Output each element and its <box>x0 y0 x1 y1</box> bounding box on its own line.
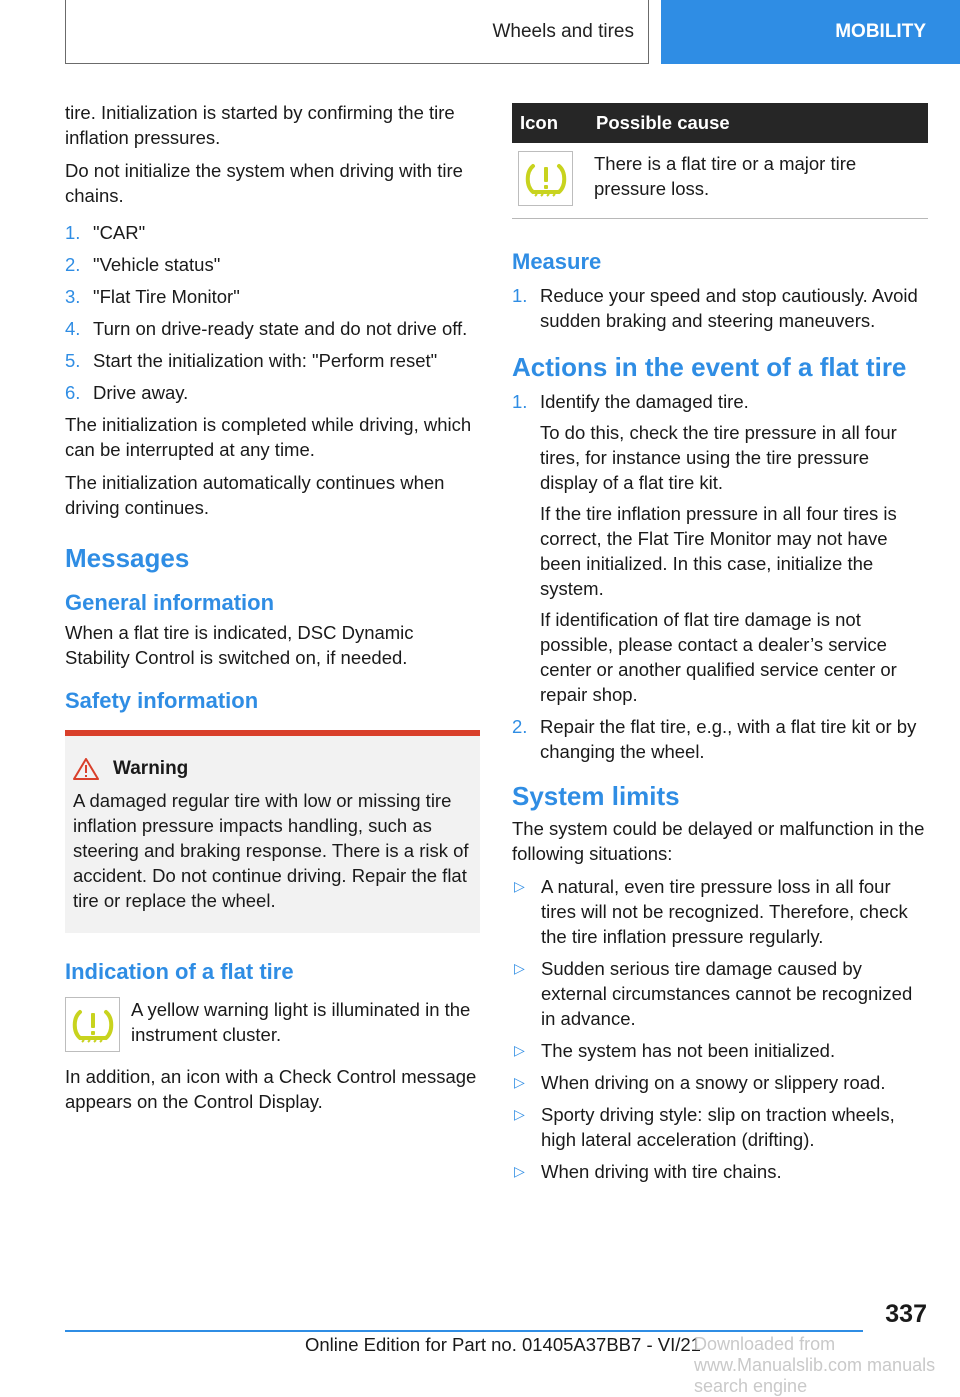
indication-after-text: In addition, an icon with a Check Control message appears on the Control Display. <box>65 1066 477 1112</box>
step-text: Identify the damaged tire. <box>540 391 749 412</box>
list-item <box>65 284 480 309</box>
table-header-icon: Icon <box>512 103 588 143</box>
step-number: 5. <box>65 350 81 371</box>
step-text: Turn on drive-ready state and do not drive off. <box>93 318 468 339</box>
bullet-triangle-icon: ▷ <box>514 878 525 894</box>
tire-pressure-warning-icon <box>65 997 120 1052</box>
step-detail-3: If identification of flat tire damage is not possible, please contact a dealer’s service center or another qualified service center or repair shop. <box>540 609 897 705</box>
step-number: 2. <box>65 254 81 275</box>
step-number: 1. <box>512 285 528 306</box>
bullet-text: A natural, even tire pressure loss in all four tires will not be recognized. Therefore, check the tire inflation pressure regularly. <box>541 876 908 947</box>
chapter-title-text: MOBILITY <box>835 21 926 42</box>
indication-text: A yellow warning light is illuminated in the instrument cluster. <box>131 999 471 1045</box>
after-paragraph-1: The initialization is completed while driving, which can be interrupted at any time. <box>65 414 472 460</box>
general-information-heading: General information <box>65 590 275 615</box>
bullet-text: Sudden serious tire damage caused by external circumstances cannot be recognized in advance. <box>541 958 913 1029</box>
list-item <box>65 220 480 245</box>
bullet-text: Sporty driving style: slip on traction wheels, high lateral acceleration (drifting). <box>541 1104 895 1150</box>
intro-paragraph-1: tire. Initialization is started by confirming the tire inflation pressures. <box>65 102 455 148</box>
warning-box <box>65 730 480 933</box>
step-detail-1: To do this, check the tire pressure in all four tires, for instance using the tire pressure display of a flat tire kit. <box>540 422 897 493</box>
step-text: Repair the flat tire, e.g., with a flat tire kit or by changing the wheel. <box>540 716 917 762</box>
initialization-steps <box>65 220 480 405</box>
list-item <box>65 252 480 277</box>
list-item <box>65 380 480 405</box>
general-information-text: When a flat tire is indicated, DSC Dynamic Stability Control is switched on, if needed. <box>65 622 414 668</box>
bullet-text: The system has not been initialized. <box>541 1040 836 1061</box>
warning-title-text: Warning <box>113 758 189 779</box>
warning-title <box>73 758 472 780</box>
step-number: 3. <box>65 286 81 307</box>
header-chapter-tab <box>661 0 960 64</box>
step-text: "Vehicle status" <box>93 254 221 275</box>
indication-heading: Indication of a flat tire <box>65 959 294 984</box>
step-number: 1. <box>512 391 528 412</box>
system-limits-heading: System limits <box>512 781 680 811</box>
header-section-title <box>65 0 649 64</box>
step-number: 1. <box>65 222 81 243</box>
bullet-triangle-icon: ▷ <box>514 960 525 976</box>
table-cell-cause: There is a flat tire or a major tire pressure loss. <box>588 143 928 219</box>
actions-steps <box>512 389 928 764</box>
list-item <box>512 389 928 707</box>
list-item <box>512 874 928 949</box>
list-item <box>65 348 480 373</box>
messages-heading: Messages <box>65 543 190 573</box>
safety-information-heading: Safety information <box>65 688 259 713</box>
step-text: "CAR" <box>93 222 146 243</box>
section-title-text: Wheels and tires <box>492 20 634 42</box>
watermark-text: Downloaded from www.Manualslib.com manuals search engine <box>694 1334 936 1396</box>
measure-heading: Measure <box>512 249 602 274</box>
after-paragraph-2: The initialization automatically continues when driving continues. <box>65 472 445 518</box>
table-row <box>512 143 928 219</box>
table-cell-icon <box>512 143 588 219</box>
list-item <box>512 283 928 333</box>
list-item <box>512 1070 928 1095</box>
system-limits-intro: The system could be delayed or malfunction in the following situations: <box>512 818 925 864</box>
right-column <box>512 103 928 1191</box>
list-item <box>512 1102 928 1152</box>
icon-cause-table <box>512 103 928 219</box>
warning-triangle-icon <box>73 758 99 780</box>
bullet-triangle-icon: ▷ <box>514 1106 525 1122</box>
footer-edition-text: Online Edition for Part no. 01405A37BB7 - VI/21 <box>305 1334 701 1355</box>
bullet-triangle-icon: ▷ <box>514 1042 525 1058</box>
intro-paragraph-2: Do not initialize the system when driving with tire chains. <box>65 160 463 206</box>
footer-divider <box>65 1330 863 1332</box>
indication-row <box>65 997 480 1052</box>
bullet-text: When driving on a snowy or slippery road. <box>541 1072 886 1093</box>
tire-pressure-warning-icon-svg <box>523 156 569 202</box>
list-item <box>512 956 928 1031</box>
step-text: Drive away. <box>93 382 189 403</box>
measure-steps <box>512 283 928 333</box>
step-text: "Flat Tire Monitor" <box>93 286 240 307</box>
step-detail-2: If the tire inflation pressure in all four tires is correct, the Flat Tire Monitor may not have been initialized. In this case, initialize the system. <box>540 503 897 599</box>
bullet-triangle-icon: ▷ <box>514 1163 525 1179</box>
bullet-text: When driving with tire chains. <box>541 1161 782 1182</box>
list-item <box>65 316 480 341</box>
actions-heading: Actions in the event of a flat tire <box>512 352 907 382</box>
page-number: 337 <box>885 1300 927 1328</box>
tire-pressure-warning-icon-svg <box>70 1002 116 1048</box>
list-item <box>512 1159 928 1184</box>
list-item <box>512 714 928 764</box>
step-text: Reduce your speed and stop cautiously. Avoid sudden braking and steering maneuvers. <box>540 285 918 331</box>
left-column <box>65 100 480 1122</box>
system-limits-list <box>512 874 928 1184</box>
tire-pressure-warning-icon <box>518 151 573 206</box>
table-header-row <box>512 103 928 143</box>
bullet-triangle-icon: ▷ <box>514 1074 525 1090</box>
step-text: Start the initialization with: "Perform reset" <box>93 350 438 371</box>
step-number: 6. <box>65 382 81 403</box>
list-item <box>512 1038 928 1063</box>
step-number: 2. <box>512 716 528 737</box>
table-header-cause: Possible cause <box>588 103 928 143</box>
warning-text: A damaged regular tire with low or missing tire inflation pressure impacts handling, such as steering and braking response. There is a risk of accident. Do not continue driving. Repair the flat tire or replace the wheel. <box>73 790 469 911</box>
step-number: 4. <box>65 318 81 339</box>
